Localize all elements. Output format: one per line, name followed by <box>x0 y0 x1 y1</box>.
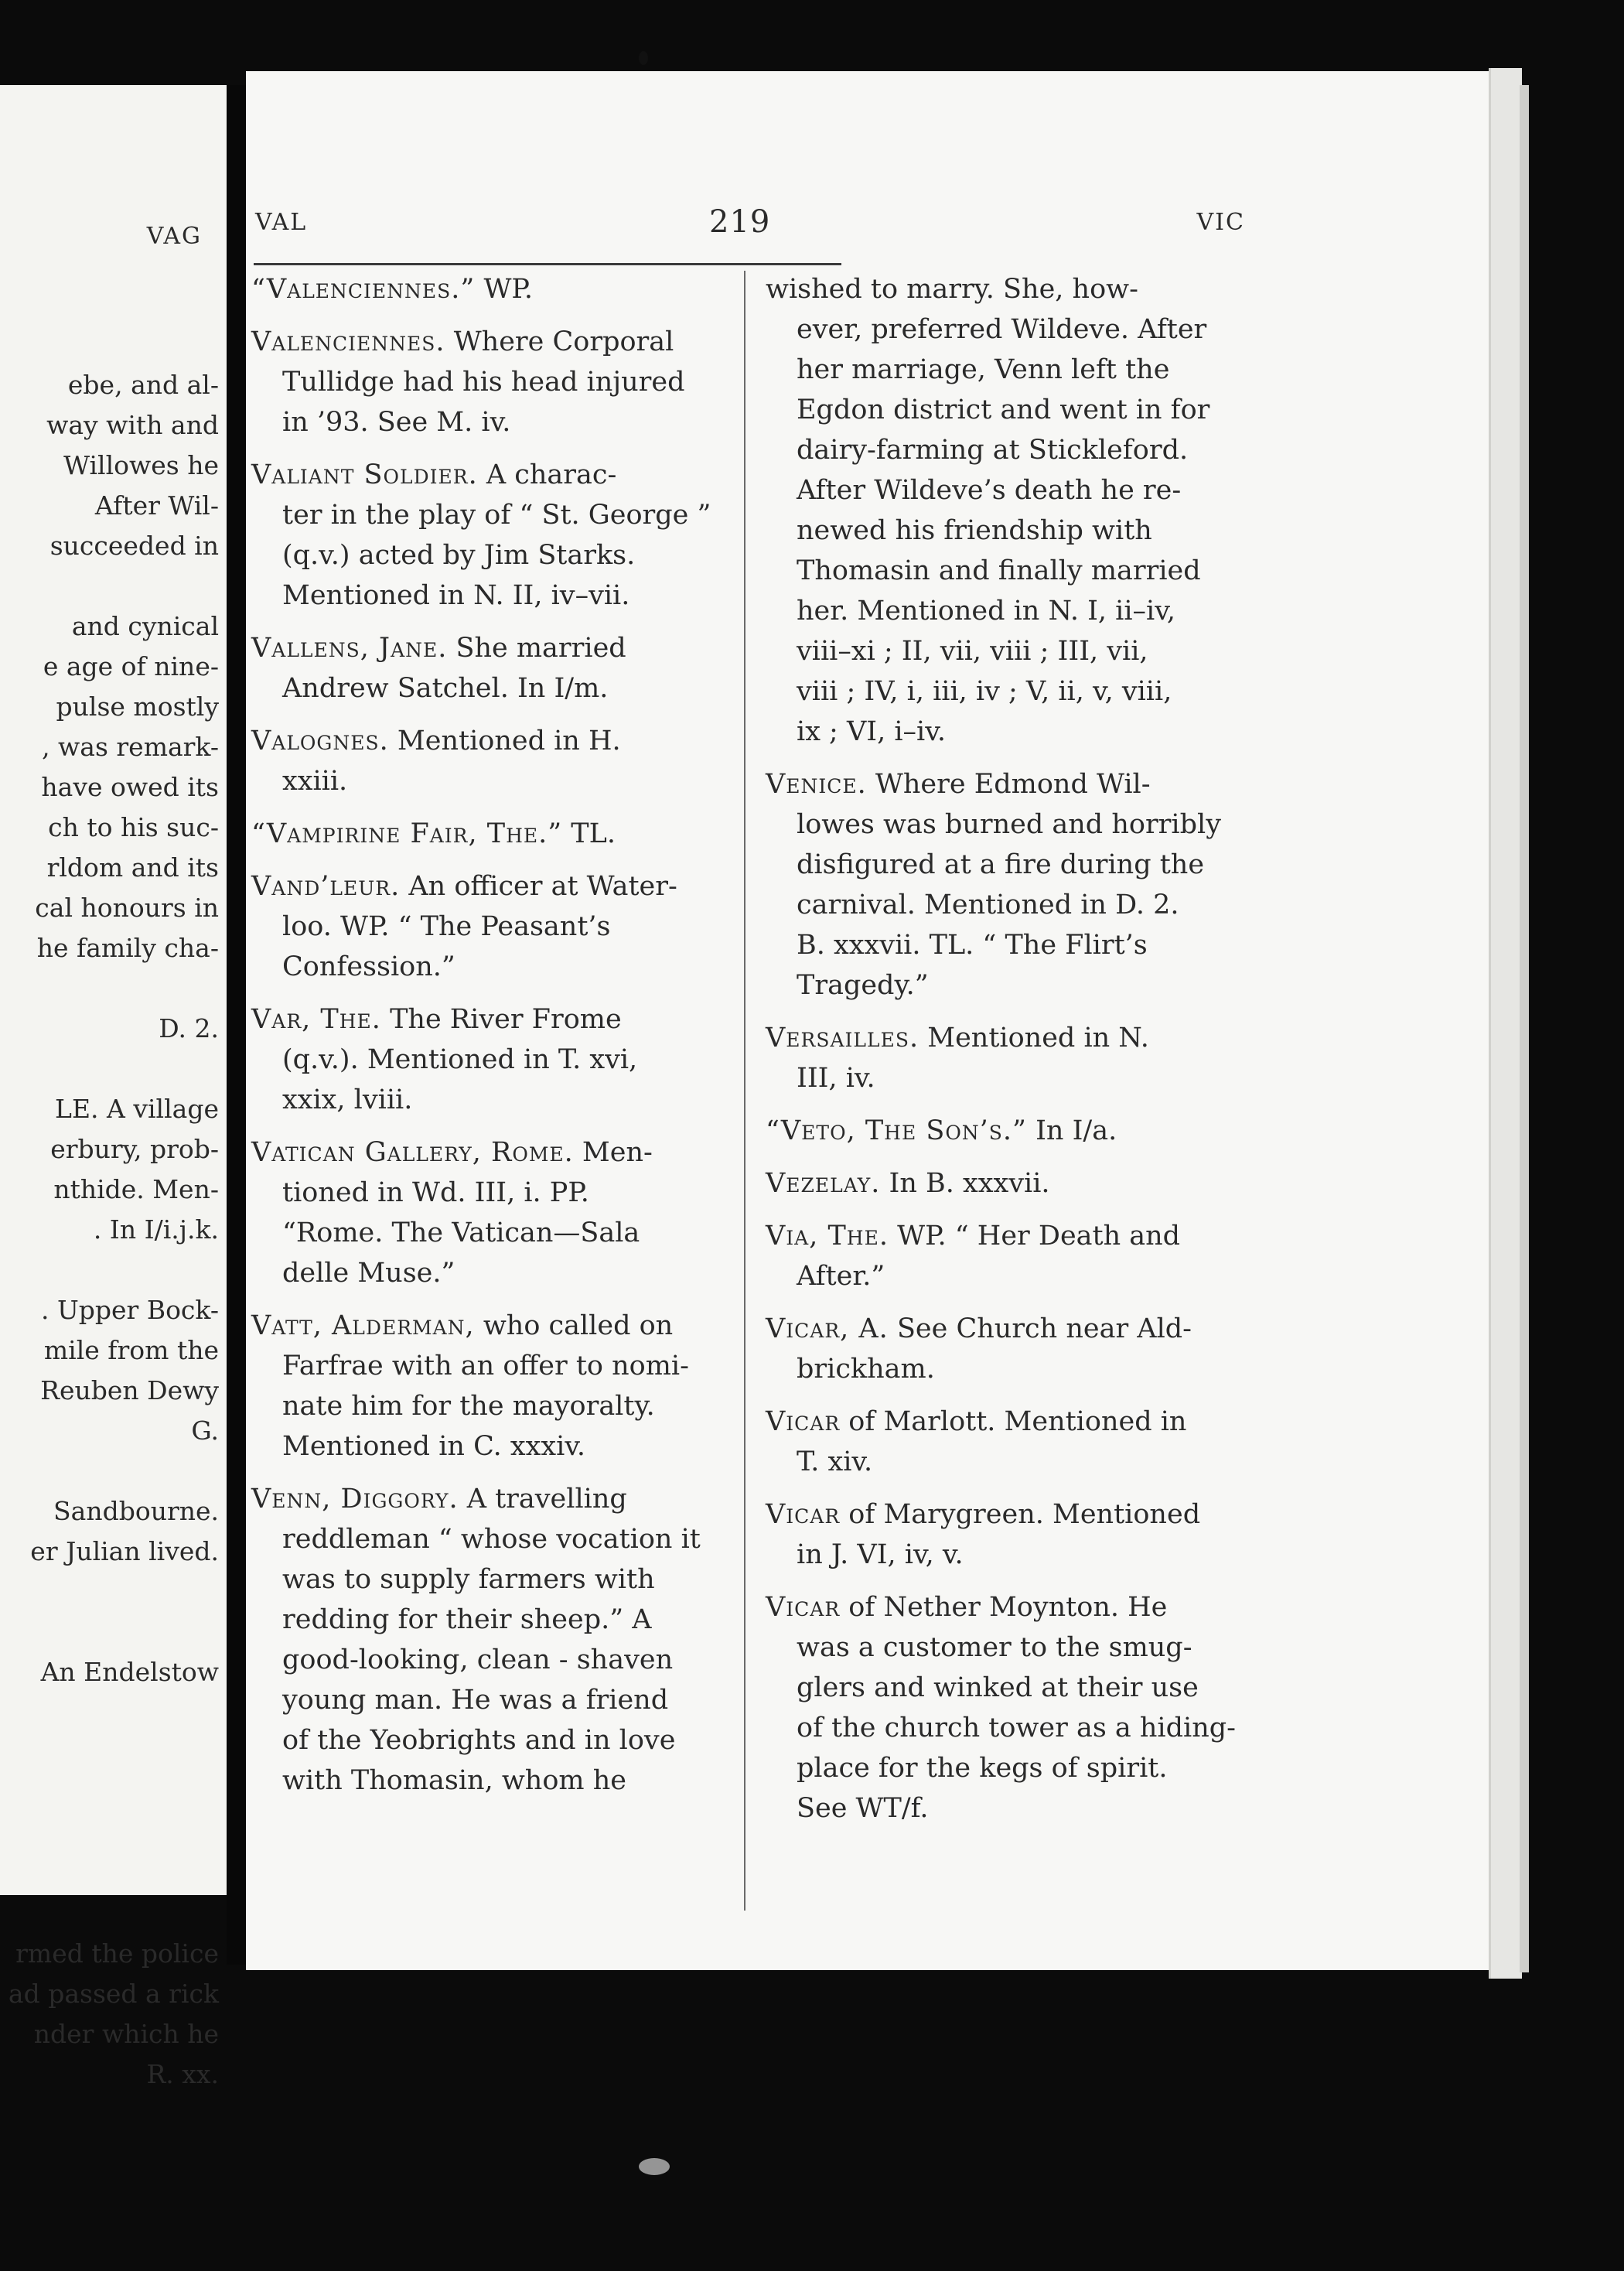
entry-headword: “Veto, The Son’s.” <box>766 1115 1027 1146</box>
entry-line: lowes was burned and horribly <box>797 809 1221 840</box>
page-edge-shadow <box>1520 85 1529 1972</box>
gazetteer-column-left <box>251 269 723 1813</box>
gazetteer-entry <box>766 764 1237 1006</box>
entry-line: loo. WP. “ The Peasant’s <box>282 911 611 942</box>
gazetteer-entry <box>766 1494 1237 1575</box>
entry-line: Andrew Satchel. In I/m. <box>282 673 609 704</box>
entry-headword: Vezelay. <box>766 1168 881 1199</box>
entry-line: brickham. <box>797 1354 935 1385</box>
facing-page-running-head: VAG <box>146 223 202 250</box>
entry-line: nate him for the mayoralty. <box>282 1391 655 1422</box>
gazetteer-entry <box>766 269 1237 752</box>
entry-line: (q.v.). Mentioned in T. xvi, <box>282 1044 638 1075</box>
entry-line: her marriage, Venn left the <box>797 354 1170 385</box>
scan-speck <box>639 51 648 65</box>
facing-page-line <box>9 968 219 1009</box>
entry-headword: Venice. <box>766 769 867 800</box>
gazetteer-entry <box>251 269 723 309</box>
entry-headword: Venn, Diggory. <box>251 1484 459 1515</box>
facing-page-line: he family cha- <box>36 933 219 963</box>
facing-page-line <box>9 566 219 606</box>
facing-page-line: After Wil- <box>94 490 219 521</box>
facing-page-line: An Endelstow <box>40 1657 219 1687</box>
facing-page-line: Willowes he <box>63 450 219 480</box>
entry-line: Vatican Gallery, Rome. Men- <box>251 1137 653 1168</box>
entry-line: carnival. Mentioned in D. 2. <box>797 890 1179 920</box>
entry-headword: Via, The. <box>766 1221 889 1252</box>
facing-page-line: LE. A village <box>55 1094 219 1124</box>
gazetteer-entry <box>251 1306 723 1467</box>
gazetteer-entry <box>251 814 723 854</box>
entry-headword: Vicar, A. <box>766 1313 889 1344</box>
entry-line: viii–xi ; II, vii, viii ; III, vii, <box>797 636 1148 667</box>
facing-page-line <box>9 1813 219 1853</box>
entry-headword: Vallens, Jane. <box>251 633 448 664</box>
facing-page-line <box>9 1773 219 1813</box>
facing-page-line <box>9 1572 219 1612</box>
facing-page-line: succeeded in <box>49 531 219 561</box>
facing-page-line: nthide. Men- <box>53 1174 219 1204</box>
facing-page-line: e age of nine- <box>43 651 219 681</box>
entry-line: newed his friendship with <box>797 515 1152 546</box>
entry-line: viii ; IV, i, iii, iv ; V, ii, v, viii, <box>797 676 1172 707</box>
entry-line: Vallens, Jane. She married <box>251 633 626 664</box>
entry-line: xxix, lviii. <box>282 1084 413 1115</box>
entry-line: with Thomasin, whom he <box>282 1765 626 1796</box>
facing-page-line: , was remark- <box>42 732 219 762</box>
entry-line: disfigured at a fire during the <box>797 849 1205 880</box>
entry-line: Via, The. WP. “ Her Death and <box>766 1221 1181 1252</box>
entry-line: Mentioned in N. II, iv–vii. <box>282 580 630 611</box>
entry-line: Tragedy.” <box>797 970 929 1001</box>
entry-line: Versailles. Mentioned in N. <box>766 1023 1149 1054</box>
facing-page-line: Reuben Dewy <box>40 1375 219 1405</box>
gazetteer-entry <box>766 1216 1237 1296</box>
gazetteer-entry <box>251 999 723 1120</box>
gazetteer-entry <box>251 628 723 709</box>
entry-line: After.” <box>797 1261 885 1292</box>
entry-line: Vicar of Marygreen. Mentioned <box>766 1499 1201 1530</box>
facing-page-line: way with and <box>46 410 219 440</box>
entry-headword: Vand’leur. <box>251 871 401 902</box>
entry-line: in J. VI, iv, v. <box>797 1539 964 1570</box>
gazetteer-entry <box>766 1309 1237 1389</box>
gazetteer-entry <box>766 1111 1237 1151</box>
gazetteer-entry <box>251 1479 723 1801</box>
header-rule <box>254 263 841 265</box>
gazetteer-entry <box>251 1132 723 1293</box>
entry-line: place for the kegs of spirit. <box>797 1753 1168 1784</box>
facing-page-line <box>9 1692 219 1733</box>
entry-line: “Vampirine Fair, The.” TL. <box>251 818 616 849</box>
entry-line: Vatt, Alderman, who called on <box>251 1310 674 1341</box>
entry-line: B. xxxvii. TL. “ The Flirt’s <box>797 930 1148 961</box>
book-gutter <box>227 85 246 1965</box>
page-number: 219 <box>709 204 771 240</box>
entry-line: Valiant Soldier. A charac- <box>251 459 617 490</box>
entry-line: young man. He was a friend <box>282 1685 669 1716</box>
entry-line: After Wildeve’s death he re- <box>797 475 1182 506</box>
entry-line: good-looking, clean - shaven <box>282 1644 674 1675</box>
entry-headword: Versailles. <box>766 1023 919 1054</box>
facing-page-line <box>9 1894 219 1934</box>
entry-headword: Valiant Soldier. <box>251 459 478 490</box>
facing-page-line: and cynical <box>71 611 219 641</box>
entry-line: III, iv. <box>797 1063 875 1094</box>
facing-page-line: cal honours in <box>35 893 219 923</box>
gazetteer-column-right <box>766 269 1237 1841</box>
entry-headword: “Valenciennes.” <box>251 274 476 305</box>
gazetteer-entry <box>766 1018 1237 1098</box>
entry-line: “Valenciennes.” WP. <box>251 274 534 305</box>
entry-line: in ’93. See M. iv. <box>282 407 511 438</box>
facing-page-line: ch to his suc- <box>48 812 219 842</box>
facing-page-line: rldom and its <box>46 852 219 883</box>
entry-headword: Var, The. <box>251 1004 381 1035</box>
entry-line: T. xiv. <box>797 1446 873 1477</box>
gazetteer-entry <box>251 455 723 616</box>
facing-page-left <box>0 85 236 2089</box>
facing-page-line <box>9 1451 219 1491</box>
entry-headword: Vicar <box>766 1406 841 1437</box>
entry-line: Vand’leur. An officer at Water- <box>251 871 677 902</box>
facing-page-line: . Upper Bock- <box>40 1295 219 1325</box>
entry-headword: Valenciennes. <box>251 326 445 357</box>
entry-line: Vezelay. In B. xxxvii. <box>766 1168 1050 1199</box>
entry-headword: Vicar <box>766 1499 841 1530</box>
entry-line: Mentioned in C. xxxiv. <box>282 1431 586 1462</box>
facing-page-line: mile from the <box>43 1335 219 1365</box>
facing-page-line <box>9 1853 219 1894</box>
facing-page-line: R. xx. <box>146 2059 219 2089</box>
entry-line: Tullidge had his head injured <box>282 367 685 398</box>
entry-line: (q.v.) acted by Jim Starks. <box>282 540 636 571</box>
entry-headword: Vicar <box>766 1592 841 1623</box>
facing-page-line <box>9 1733 219 1773</box>
facing-page-line <box>9 1049 219 1089</box>
scan-speck <box>639 2158 670 2175</box>
entry-line: Vicar of Nether Moynton. He <box>766 1592 1168 1623</box>
entry-line: was a customer to the smug- <box>797 1632 1192 1663</box>
entry-line: delle Muse.” <box>282 1258 455 1289</box>
facing-page-line <box>9 1250 219 1290</box>
facing-page-line: ebe, and al- <box>67 370 219 400</box>
entry-line: of the church tower as a hiding- <box>797 1713 1236 1743</box>
entry-line: Farfrae with an offer to nomi- <box>282 1351 689 1381</box>
entry-line: dairy-farming at Stickleford. <box>797 435 1189 466</box>
entry-line: reddleman “ whose vocation it <box>282 1524 701 1555</box>
facing-page-line: nder which he <box>33 2019 219 2049</box>
entry-line: ter in the play of “ St. George ” <box>282 500 711 531</box>
entry-line: Valenciennes. Where Corporal <box>251 326 674 357</box>
entry-line: Vicar, A. See Church near Ald- <box>766 1313 1192 1344</box>
facing-page-line <box>9 1612 219 1652</box>
page-edge <box>1489 68 1522 1979</box>
facing-page-line: Sandbourne. <box>53 1496 219 1526</box>
gazetteer-entry <box>766 1163 1237 1204</box>
entry-line: tioned in Wd. III, i. PP. <box>282 1177 589 1208</box>
column-rule <box>744 271 745 1911</box>
entry-line: ix ; VI, i–iv. <box>797 716 946 747</box>
gazetteer-entry <box>251 721 723 801</box>
entry-line: See WT/f. <box>797 1793 929 1824</box>
facing-page-line: rmed the police <box>15 1938 219 1969</box>
entry-line: Valognes. Mentioned in H. <box>251 726 621 756</box>
gazetteer-entry <box>766 1402 1237 1482</box>
entry-line: wished to marry. She, how- <box>766 274 1138 305</box>
entry-line: her. Mentioned in N. I, ii–iv, <box>797 596 1175 627</box>
entry-headword: “Vampirine Fair, The.” <box>251 818 563 849</box>
entry-line: Egdon district and went in for <box>797 394 1210 425</box>
entry-line: Confession.” <box>282 951 455 982</box>
facing-page-line: . In I/i.j.k. <box>93 1214 219 1245</box>
facing-page-line: er Julian lived. <box>30 1536 219 1566</box>
running-head-left: VAL <box>255 209 308 236</box>
entry-line: xxiii. <box>282 766 348 797</box>
entry-line: Venn, Diggory. A travelling <box>251 1484 627 1515</box>
running-head-right: VIC <box>1196 209 1245 236</box>
entry-line: “Rome. The Vatican—Sala <box>282 1217 640 1248</box>
entry-line: was to supply farmers with <box>282 1564 655 1595</box>
facing-page-text <box>9 365 219 2095</box>
running-head <box>249 204 1247 248</box>
gazetteer-entry <box>251 322 723 442</box>
entry-line: redding for their sheep.” A <box>282 1604 652 1635</box>
facing-page-line: pulse mostly <box>56 692 219 722</box>
facing-page-line: have owed its <box>41 772 219 802</box>
facing-page-line: ad passed a rick <box>8 1979 219 2009</box>
entry-headword: Valognes. <box>251 726 389 756</box>
entry-line: glers and winked at their use <box>797 1672 1199 1703</box>
entry-line: Vicar of Marlott. Mentioned in <box>766 1406 1187 1437</box>
gazetteer-entry <box>766 1587 1237 1829</box>
entry-line: ever, preferred Wildeve. After <box>797 314 1207 345</box>
entry-line: of the Yeobrights and in love <box>282 1725 676 1756</box>
entry-headword: Vatt, Alderman, <box>251 1310 475 1341</box>
facing-page-line: D. 2. <box>159 1013 219 1043</box>
entry-line: Venice. Where Edmond Wil- <box>766 769 1151 800</box>
entry-headword: Vatican Gallery, Rome. <box>251 1137 574 1168</box>
facing-page-line: G. <box>191 1416 219 1446</box>
gazetteer-entry <box>251 866 723 987</box>
entry-line: “Veto, The Son’s.” In I/a. <box>766 1115 1117 1146</box>
facing-page-line: erbury, prob- <box>50 1134 219 1164</box>
entry-line: Var, The. The River Frome <box>251 1004 622 1035</box>
entry-line: Thomasin and finally married <box>797 555 1201 586</box>
